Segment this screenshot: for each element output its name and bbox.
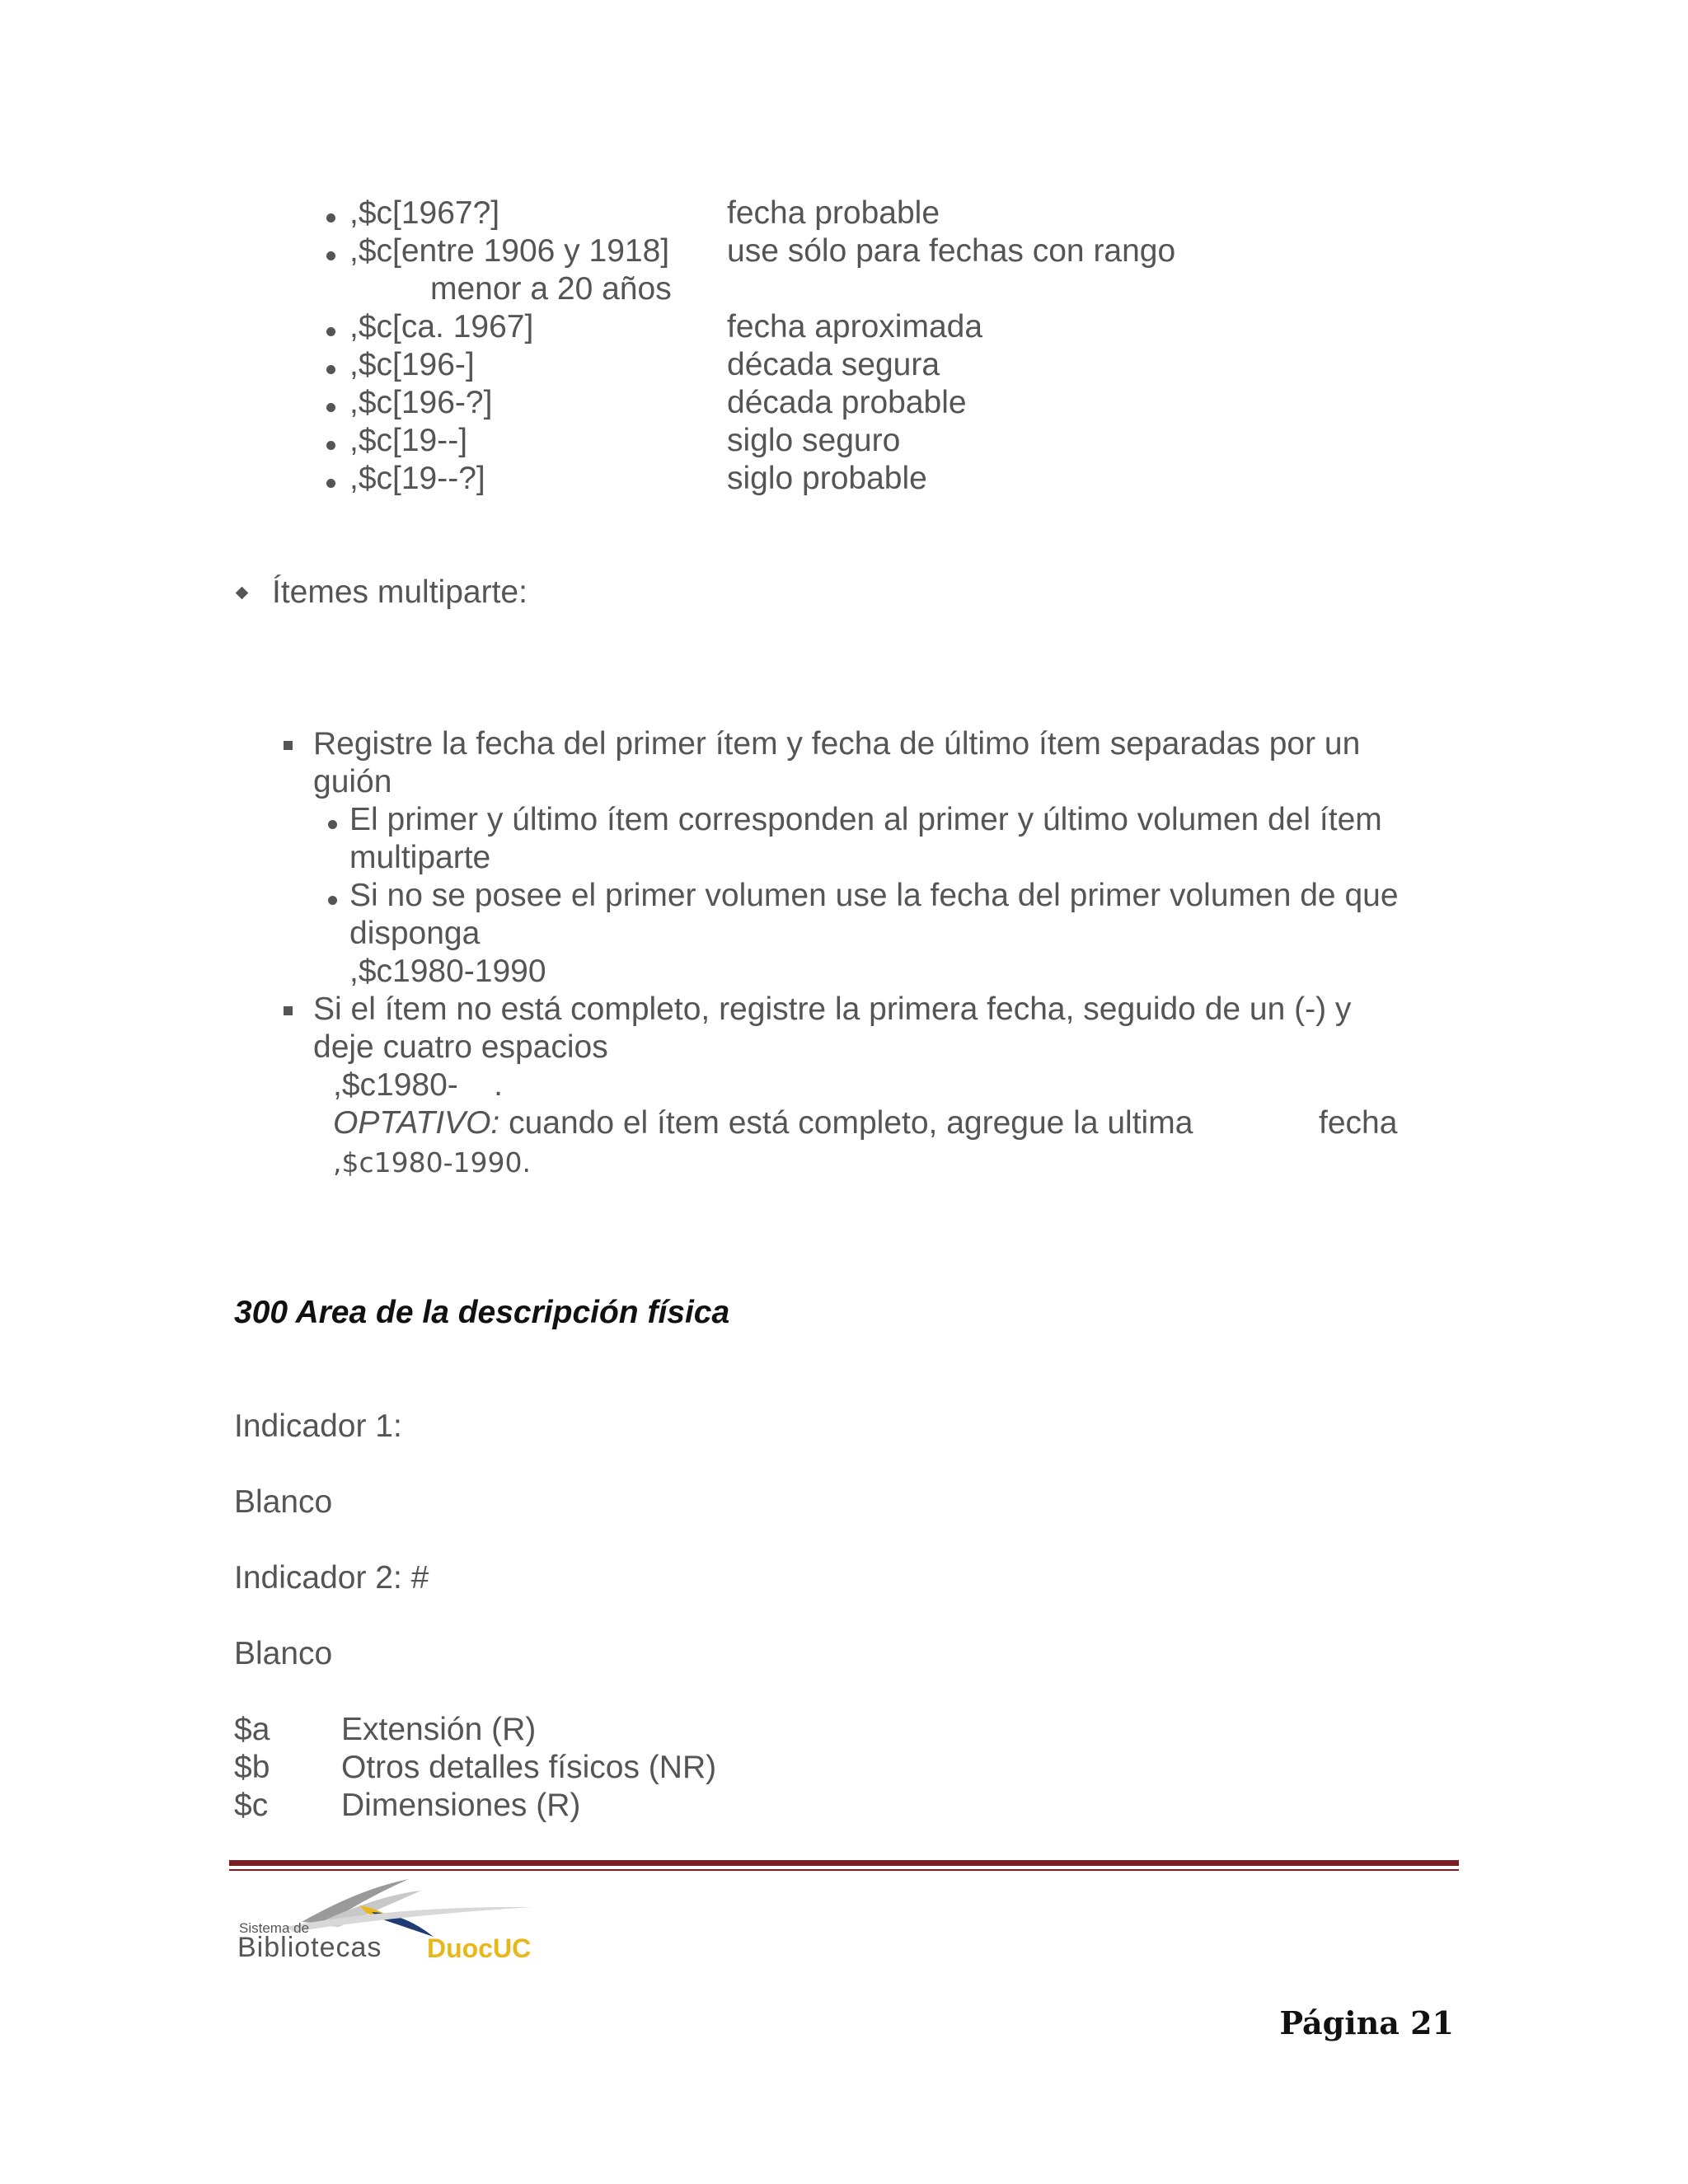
optional-label: OPTATIVO: xyxy=(333,1105,500,1141)
logo-brand: DuocUC xyxy=(427,1933,532,1963)
date-desc: siglo seguro xyxy=(727,423,901,458)
section-heading: 300 Area de la descripción física xyxy=(234,1295,730,1330)
bullet-dot xyxy=(326,441,335,450)
date-desc: fecha probable xyxy=(727,195,940,231)
bullet-square xyxy=(284,1006,293,1015)
multipart-item2-line1: Si el ítem no está completo, registre la primera fecha, seguido de un (-) y xyxy=(313,991,1352,1027)
date-desc: década probable xyxy=(727,385,967,420)
multipart-sub2-line2: disponga xyxy=(349,916,481,951)
subfield-desc: Dimensiones (R) xyxy=(341,1788,581,1823)
date-code: ,$c[196-?] xyxy=(349,385,493,420)
optional-note xyxy=(333,1104,1193,1142)
bullet-square xyxy=(284,741,293,750)
date-desc-continuation: menor a 20 años xyxy=(430,271,672,307)
bullet-dot xyxy=(326,327,335,336)
multipart-example: ,$c1980-1990 xyxy=(349,954,546,989)
subfield-code: $b xyxy=(234,1750,270,1785)
date-code: ,$c[19--] xyxy=(349,423,468,458)
date-code: ,$c[ca. 1967] xyxy=(349,309,534,344)
date-code: ,$c[1967?] xyxy=(349,195,500,231)
optional-text: cuando el ítem está completo, agregue la ultima xyxy=(499,1105,1193,1141)
multipart-item2-example: ,$c1980- . xyxy=(333,1067,503,1103)
bullet-diamond xyxy=(236,587,249,600)
bullet-dot xyxy=(326,213,335,223)
bullet-dot xyxy=(326,251,335,260)
date-desc: use sólo para fechas con rango xyxy=(727,233,1176,269)
logo-text-line1: Sistema de xyxy=(239,1920,310,1936)
subfield-desc: Extensión (R) xyxy=(341,1712,537,1747)
logo-text-line2: Bibliotecas xyxy=(237,1932,382,1963)
bullet-dot xyxy=(328,896,337,905)
date-desc: fecha aproximada xyxy=(727,309,983,344)
bibliotecas-logo xyxy=(236,1872,582,1971)
subfield-code: $a xyxy=(234,1712,270,1747)
multipart-item1-line2: guión xyxy=(313,764,392,799)
indicator2-label: Indicador 2: # xyxy=(234,1560,429,1596)
multipart-item1-line1: Registre la fecha del primer ítem y fecha de último ítem separadas por un xyxy=(313,726,1361,762)
bullet-dot xyxy=(326,403,335,412)
multipart-sub2-line1: Si no se posee el primer volumen use la fecha del primer volumen de que xyxy=(349,878,1399,913)
multipart-sub1-line1: El primer y último ítem corresponden al primer y último volumen del ítem xyxy=(349,802,1382,837)
optional-end: fecha xyxy=(1319,1105,1398,1141)
multipart-sub1-line2: multiparte xyxy=(349,840,491,875)
date-code: ,$c[entre 1906 y 1918] xyxy=(349,233,670,269)
optional-example: ,$c1980-1990. xyxy=(333,1146,531,1179)
multipart-item2-line2: deje cuatro espacios xyxy=(313,1029,608,1065)
date-code: ,$c[196-] xyxy=(349,347,475,382)
footer-rule-thin xyxy=(229,1869,1459,1871)
date-code: ,$c[19--?] xyxy=(349,461,485,496)
multipart-title: Ítemes multiparte: xyxy=(272,574,528,610)
date-desc: siglo probable xyxy=(727,461,927,496)
footer-rule-thick xyxy=(229,1860,1459,1866)
bullet-dot xyxy=(328,820,337,829)
subfield-desc: Otros detalles físicos (NR) xyxy=(341,1750,717,1785)
bullet-dot xyxy=(326,365,335,374)
indicator1-label: Indicador 1: xyxy=(234,1408,402,1444)
page-number: Página 21 xyxy=(1279,2004,1454,2041)
subfield-code: $c xyxy=(234,1788,269,1823)
bullet-dot xyxy=(326,479,335,488)
indicator1-value: Blanco xyxy=(234,1484,333,1520)
date-desc: década segura xyxy=(727,347,940,382)
indicator2-value: Blanco xyxy=(234,1636,333,1671)
